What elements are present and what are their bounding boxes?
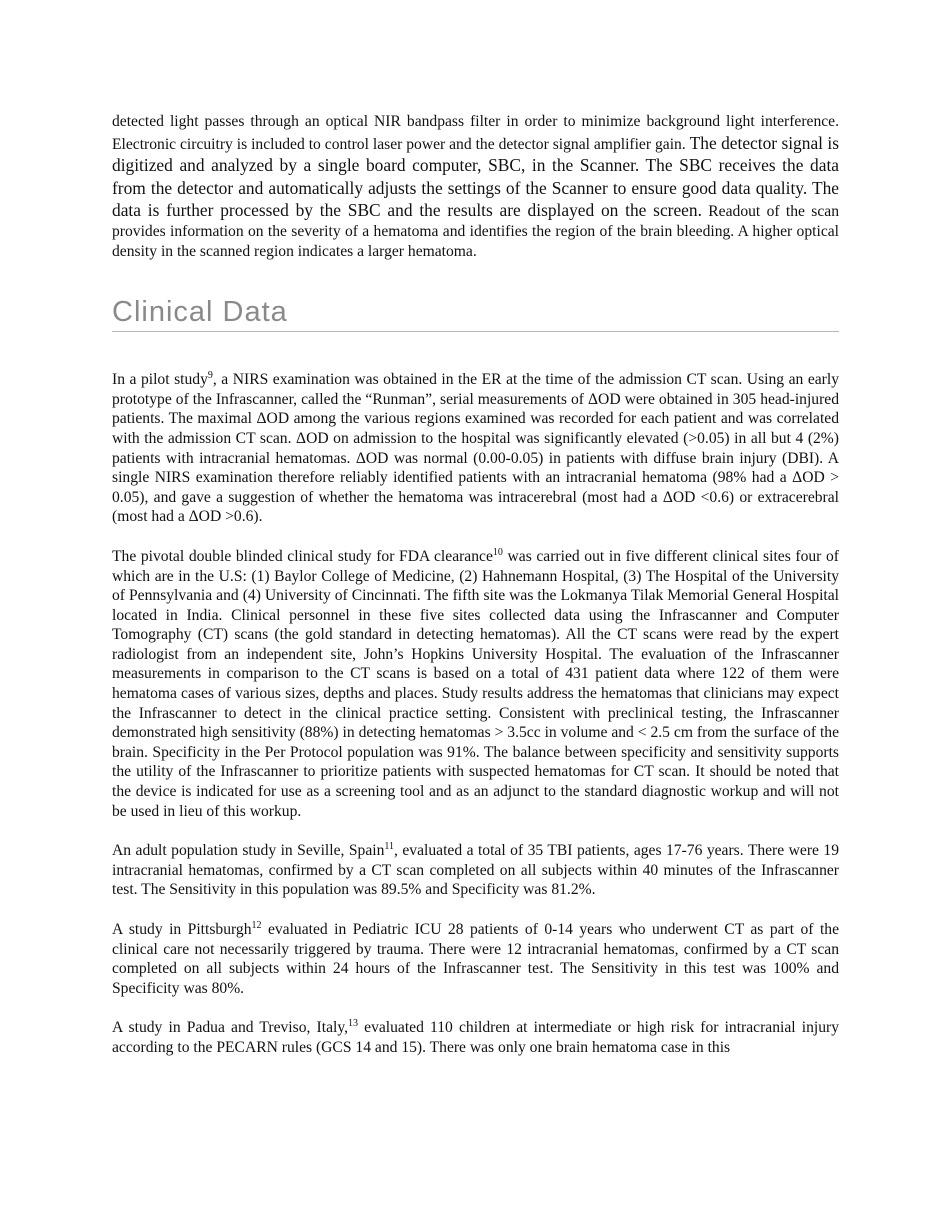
- p4-text-a: A study in Pittsburgh: [112, 921, 252, 938]
- footnote-ref-12[interactable]: 12: [251, 920, 262, 931]
- paragraph-pivotal-study: [112, 547, 839, 821]
- p4-text-b: evaluated in Pediatric ICU 28 patients of 0-14 years who underwent CT as part of the clinical care not necessarily triggered by trauma. There were 12 intracranial hematomas, confirmed by a CT scan completed on all subjects within 24 hours of the Infrascanner test. The Sensitivity in this test was 100% and Specificity was 80%.: [112, 921, 840, 997]
- p1-text-b: , a NIRS examination was obtained in the ER at the time of the admission CT scan. Using an early prototype of the Infrascanner, called the “Runman”, serial measurements of ΔOD were obtained in 305 head-injured patients. The maximal ΔOD among the various regions examined was recorded for each patient and was correlated with the admission CT scan. ΔOD on admission to the hospital was significantly elevated (>0.05) in all but 4 (2%) patients with intracranial hematomas. ΔOD was normal (0.00-0.05) in patients with diffuse brain injury (DBI). A single NIRS examination therefore reliably identified patients with an intracranial hematoma (98% had a ΔOD > 0.05), and gave a suggestion of whether the hematoma was intracerebral (most had a ΔOD <0.6) or extracerebral (most had a ΔOD >0.6).: [112, 371, 839, 526]
- p2-text-a: The pivotal double blinded clinical study for FDA clearance: [112, 547, 493, 565]
- document-page: [112, 112, 839, 1058]
- section-heading: Clinical Data: [112, 296, 288, 329]
- paragraph-pilot-study: [112, 370, 839, 527]
- intro-text-b: The detector signal is digitized and analyzed by a single board computer, SBC, in the Scanner. The SBC receives the data from the detector and automatically adjusts the settings of the Scanner to ensure good data quality. The data is further processed by the SBC and the results are displayed on the screen.: [112, 132, 839, 221]
- section-heading-rule: [112, 295, 839, 332]
- intro-text-c: Readout of the scan provides information on the severity of a hematoma and identifies the region of the brain bleeding. A higher optical density in the scanned region indicates a larger hematoma.: [112, 203, 839, 260]
- intro-text-a: detected light passes through an optical NIR bandpass filter in order to minimize background light interference. Electronic circuitry is included to control laser power and the detector signal amplifier gain.: [112, 113, 839, 153]
- paragraph-padua-study: [112, 1018, 839, 1057]
- footnote-ref-11[interactable]: 11: [384, 841, 395, 853]
- paragraph-seville-study: [112, 841, 839, 900]
- paragraph-pittsburgh-study: [112, 920, 839, 998]
- p3-text-a: An adult population study in Seville, Spain: [112, 842, 385, 860]
- intro-paragraph: [112, 112, 839, 261]
- p2-text-b: was carried out in five different clinical sites four of which are in the U.S: (1) Baylor College of Medicine, (2) Hahnemann Hospital, (3) The Hospital of the University of Pennsylvania and (4) University of Cincinnati. The fifth site was the Lokmanya Tilak Memorial General Hospital located in India. Clinical personnel in these five sites collected data using the Infrascanner and Computer Tomography (CT) scans (the gold standard in detecting hematomas). All the CT scans were read by the expert radiologist from an independent site, John’s Hopkins University Hospital. The evaluation of the Infrascanner measurements in comparison to the CT scans is based on a total of 431 patient data where 122 of them were hematoma cases of various sizes, depths and places. Study results address the hematomas that clinicians may expect the Infrascanner to detect in the clinical practice setting. Consistent with preclinical testing, the Infrascanner demonstrated high sensitivity (88%) in detecting hematomas > 3.5cc in volume and < 2.5 cm from the surface of the brain. Specificity in the Per Protocol population was 91%. The balance between specificity and sensitivity supports the utility of the Infrascanner to prioritize patients with suspected hematomas for CT scan. It should be noted that the device is indicated for use as a screening tool and as an adjunct to the standard diagnostic workup and will not be used in lieu of this workup.: [112, 547, 839, 820]
- p1-text-a: In a pilot study: [112, 371, 208, 389]
- p5-text-b: evaluated 110 children at intermediate or high risk for intracranial injury according to the PECARN rules (GCS 14 and 15). There was only one brain hematoma case in this: [112, 1019, 839, 1056]
- p5-text-a: A study in Padua and Treviso, Italy,: [112, 1019, 348, 1037]
- footnote-ref-9[interactable]: 9: [207, 370, 213, 382]
- p3-text-b: , evaluated a total of 35 TBI patients, ages 17-76 years. There were 19 intracranial hematomas, confirmed by a CT scan completed on all subjects within 40 minutes of the Infrascanner test. The Sensitivity in this population was 89.5% and Specificity was 81.2%.: [112, 842, 839, 899]
- footnote-ref-10[interactable]: 10: [492, 546, 503, 558]
- footnote-ref-13[interactable]: 13: [348, 1018, 358, 1030]
